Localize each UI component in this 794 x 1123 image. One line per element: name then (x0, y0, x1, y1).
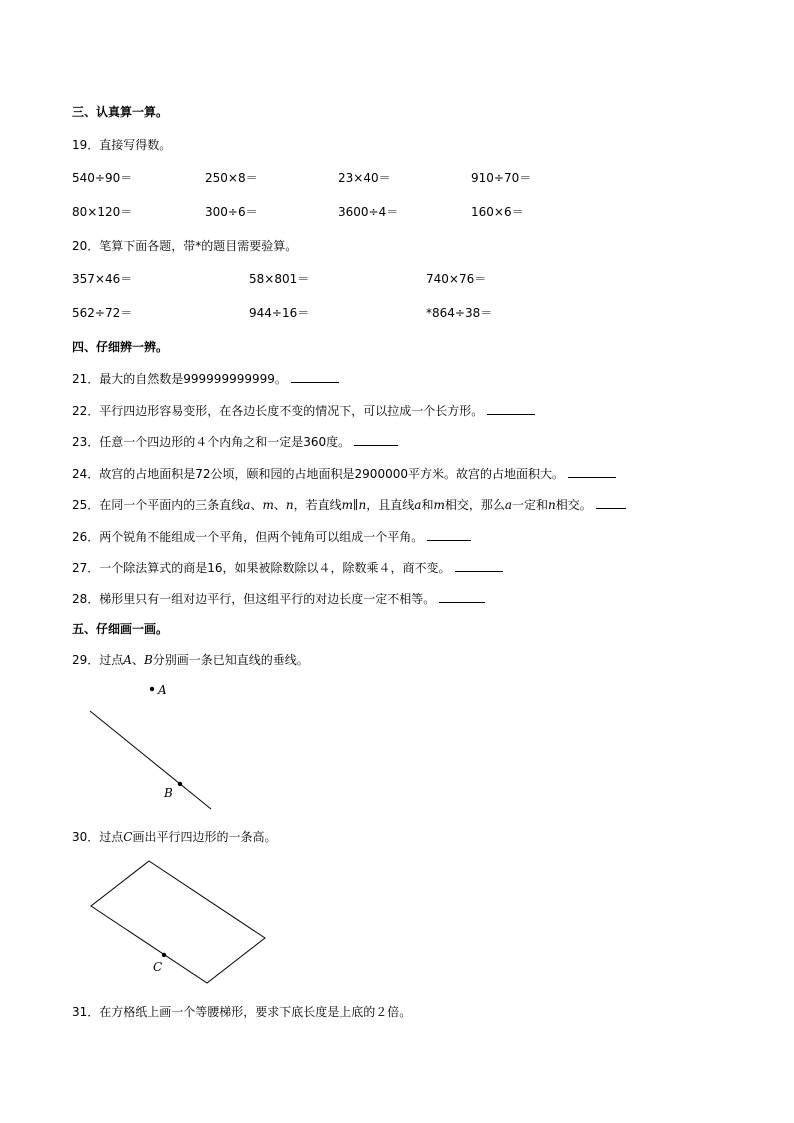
q19-expr: 160×6＝ (471, 205, 524, 219)
question-25-text: ，若直线 (293, 498, 342, 512)
q19-expr: 540÷90＝ (72, 171, 133, 185)
parallelogram (91, 861, 265, 983)
question-21-text: 21．最大的自然数是999999999999。 (72, 372, 287, 386)
figure-29-diagram (80, 675, 230, 815)
answer-blank[interactable] (455, 559, 503, 572)
question-26-text: 26．两个锐角不能组成一个平角，但两个钝角可以组成一个平角。 (72, 530, 424, 544)
point-c (162, 953, 166, 957)
question-21 (72, 370, 339, 387)
q19-expr: 80×120＝ (72, 205, 133, 219)
question-24-text: 24．故宫的占地面积是72公顷，颐和园的占地面积是2900000平方米。故宫的占地面积大。 (72, 467, 564, 481)
question-27-text: 27．一个除法算式的商是16，如果被除数除以４，除数乘４，商不变。 (72, 561, 451, 575)
var-m-parallel-n: m∥n (341, 498, 367, 512)
question-29 (72, 652, 309, 668)
var-m: m (262, 498, 274, 512)
question-29-text: 29．过点 (72, 653, 124, 667)
question-30 (72, 829, 276, 845)
point-c-label: C (153, 960, 163, 974)
point-label: C (123, 830, 133, 844)
question-25-text: 一定和 (512, 498, 549, 512)
var-n: n (548, 498, 556, 512)
answer-blank[interactable] (596, 496, 626, 509)
q19-expr: 250×8＝ (205, 171, 258, 185)
q20-expr: 562÷72＝ (72, 306, 133, 320)
point-label: A (123, 653, 132, 667)
question-20-prompt: 20．笔算下面各题，带*的题目需要验算。 (72, 239, 298, 253)
question-25-text: 相交。 (555, 498, 592, 512)
question-23-text: 23．任意一个四边形的４个内角之和一定是360度。 (72, 435, 351, 449)
var-a: a (243, 498, 251, 512)
question-25-text: ，且直线 (366, 498, 415, 512)
q19-expr: 300÷6＝ (205, 205, 258, 219)
point-b-label: B (164, 786, 173, 800)
q20-expr: 740×76＝ (426, 272, 487, 286)
question-27 (72, 559, 503, 576)
separator: 、 (250, 498, 263, 512)
var-n: n (285, 498, 294, 512)
answer-blank[interactable] (439, 590, 485, 603)
point-a-label: A (158, 683, 167, 697)
question-30-text: 画出平行四边形的一条高。 (132, 830, 277, 844)
point-label: B (143, 653, 153, 667)
question-31-text: 31．在方格纸上画一个等腰梯形，要求下底长度是上底的２倍。 (72, 1005, 412, 1019)
q20-expr: *864÷38＝ (426, 306, 493, 320)
separator: 、 (273, 498, 286, 512)
var-m: m (433, 498, 445, 512)
answer-blank[interactable] (291, 370, 339, 383)
section-title-3: 三、认真算一算。 (72, 105, 169, 119)
answer-blank[interactable] (354, 433, 398, 446)
var-a: a (414, 498, 422, 512)
question-25-text: 相交，那么 (444, 498, 505, 512)
point-a (150, 687, 154, 691)
point-b (178, 782, 182, 786)
question-28-text: 28．梯形里只有一组对边平行，但这组平行的对边长度一定不相等。 (72, 592, 436, 606)
question-26 (72, 528, 471, 545)
question-24 (72, 465, 616, 482)
question-25 (72, 496, 626, 513)
question-25-text: 和 (421, 498, 434, 512)
question-19-prompt: 19．直接写得数。 (72, 138, 172, 152)
q20-expr: 944÷16＝ (249, 306, 310, 320)
var-a: a (504, 498, 513, 512)
question-29-text: 分别画一条已知直线的垂线。 (152, 653, 309, 667)
section-title-4: 四、仔细辨一辨。 (72, 340, 169, 354)
answer-blank[interactable] (427, 528, 471, 541)
question-30-text: 30．过点 (72, 830, 124, 844)
q19-expr: 910÷70＝ (471, 171, 532, 185)
question-23 (72, 433, 398, 450)
answer-blank[interactable] (568, 465, 616, 478)
separator: 、 (131, 653, 144, 667)
question-28 (72, 590, 485, 607)
given-line (90, 711, 211, 809)
figure-30-diagram (80, 850, 280, 990)
question-22-text: 22．平行四边形容易变形，在各边长度不变的情况下，可以拉成一个长方形。 (72, 404, 484, 418)
q20-expr: 58×801＝ (249, 272, 310, 286)
answer-blank[interactable] (487, 402, 535, 415)
q20-expr: 357×46＝ (72, 272, 133, 286)
section-title-5: 五、仔细画一画。 (72, 622, 169, 636)
q19-expr: 23×40＝ (338, 171, 391, 185)
q19-expr: 3600÷4＝ (338, 205, 399, 219)
question-22 (72, 402, 535, 419)
question-25-text: 25．在同一个平面内的三条直线 (72, 498, 244, 512)
